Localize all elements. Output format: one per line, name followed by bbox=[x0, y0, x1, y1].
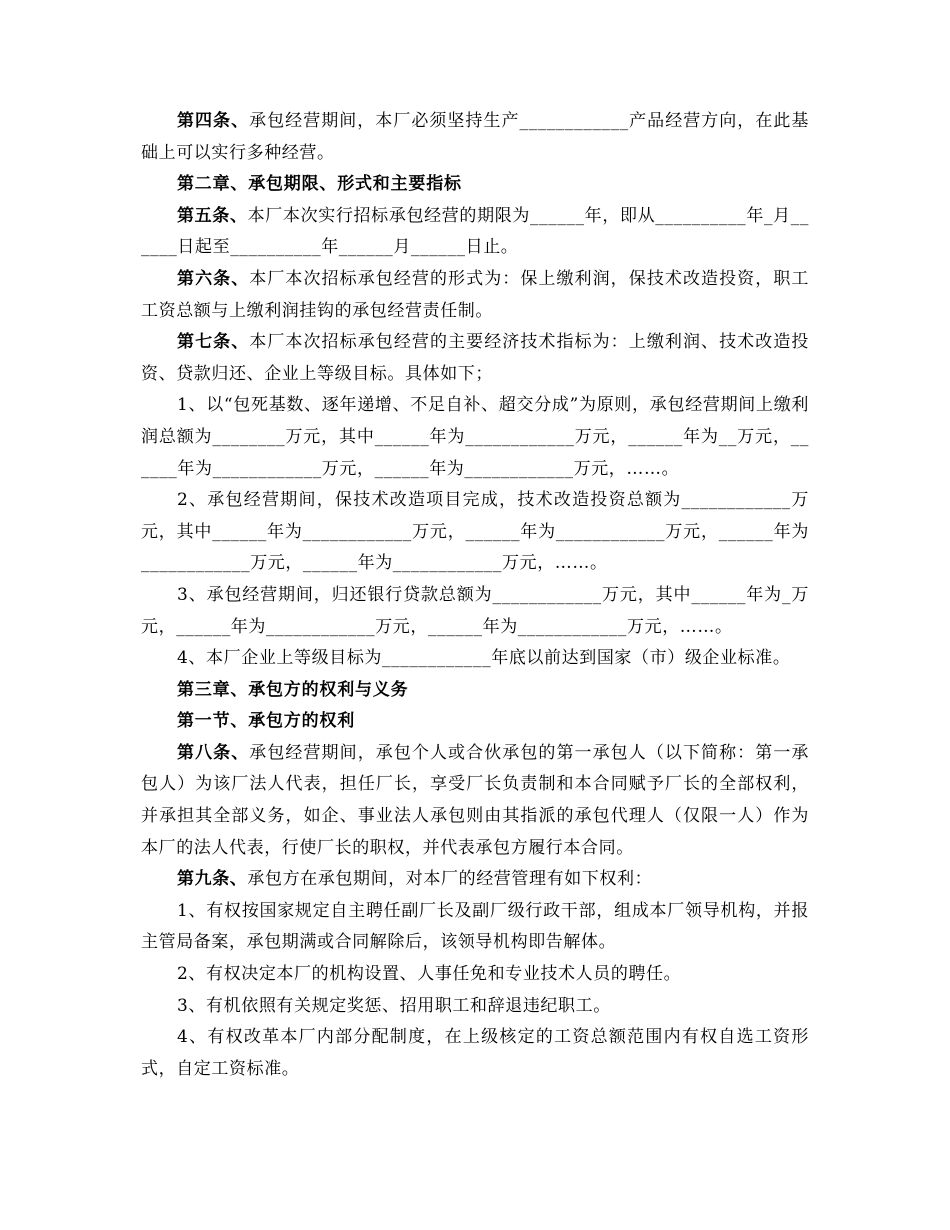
document-body bbox=[141, 106, 809, 1085]
right-item-3 bbox=[141, 991, 809, 1023]
article-label: 第四条、 bbox=[177, 111, 250, 131]
item-text: 2、有权决定本厂的机构设置、人事任免和专业技术人员的聘任。 bbox=[177, 964, 682, 985]
item-text: 4、有权改革本厂内部分配制度，在上级核定的工资总额范围内有权自选工资形式，自定工资标准。 bbox=[141, 1027, 809, 1079]
item-text: 1、以“包死基数、逐年递增、不足自补、超交分成”为原则，承包经营期间上缴利润总额为________万元，其中______年为____________万元，______年为__万元，______年为____________万元，______年为____________万元，……。 bbox=[141, 395, 809, 479]
article-label: 第五条、 bbox=[177, 205, 248, 226]
article-text: 本厂本次实行招标承包经营的期限为______年，即从__________年_月______日起至__________年______月______日止。 bbox=[141, 205, 809, 258]
article-4 bbox=[141, 106, 809, 169]
chapter-3-heading bbox=[141, 675, 809, 707]
section-1-heading bbox=[141, 706, 809, 738]
article-6 bbox=[141, 264, 809, 327]
item-text: 3、承包经营期间，归还银行贷款总额为____________万元，其中______年为_万元，______年为____________万元，______年为____________万元，……。 bbox=[141, 584, 809, 637]
article-9 bbox=[141, 864, 809, 896]
item-text: 2、承包经营期间，保技术改造项目完成，技术改造投资总额为____________万元，其中______年为____________万元，______年为____________万元，______年为____________万元，______年为____________万元，……。 bbox=[141, 490, 809, 574]
article-text: 承包经营期间，承包个人或合伙承包的第一承包人（以下简称：第一承包人）为该厂法人代表，担任厂长，享受厂长负责制和本合同赋予厂长的全部权利，并承担其全部义务，如企、事业法人承包则由其指派的承包代理人（仅限一人）作为本厂的法人代表，行使厂长的职权，并代表承包方履行本合同。 bbox=[141, 742, 809, 858]
chapter-title: 第二章、承包期限、形式和主要指标 bbox=[177, 174, 462, 195]
right-item-2 bbox=[141, 959, 809, 991]
article-5 bbox=[141, 201, 809, 264]
item-text: 4、本厂企业上等级目标为____________年底以前达到国家（市）级企业标准。 bbox=[177, 648, 791, 669]
item-text: 1、有权按国家规定自主聘任副厂长及副厂级行政干部，组成本厂领导机构，并报主管局备案，承包期满或合同解除后，该领导机构即告解体。 bbox=[141, 900, 809, 953]
item-text: 3、有机依照有关规定奖惩、招用职工和辞退违纪职工。 bbox=[177, 995, 611, 1016]
item-grade-target bbox=[141, 643, 809, 675]
article-label: 第八条、 bbox=[177, 742, 250, 763]
article-7 bbox=[141, 327, 809, 390]
right-item-1 bbox=[141, 896, 809, 959]
article-text: 本厂本次招标承包经营的主要经济技术指标为：上缴利润、技术改造投资、贷款归还、企业上等级目标。具体如下； bbox=[141, 332, 809, 384]
article-label: 第七条、 bbox=[177, 332, 250, 353]
item-investment bbox=[141, 485, 809, 580]
article-label: 第六条、 bbox=[177, 268, 250, 289]
section-title: 第一节、承包方的权利 bbox=[177, 711, 355, 732]
article-text: 本厂本次招标承包经营的形式为：保上缴利润，保技术改造投资，职工工资总额与上缴利润挂钩的承包经营责任制。 bbox=[141, 268, 809, 321]
article-8 bbox=[141, 738, 809, 864]
article-text: 承包方在承包期间，对本厂的经营管理有如下权利： bbox=[247, 869, 653, 890]
article-label: 第九条、 bbox=[177, 869, 248, 890]
chapter-2-heading bbox=[141, 169, 809, 201]
article-text: 承包经营期间，本厂必须坚持生产____________产品经营方向，在此基础上可以实行多种经营。 bbox=[141, 111, 809, 163]
right-item-4 bbox=[141, 1022, 809, 1085]
chapter-title: 第三章、承包方的权利与义务 bbox=[177, 679, 409, 700]
item-loan bbox=[141, 580, 809, 643]
item-profit bbox=[141, 390, 809, 485]
